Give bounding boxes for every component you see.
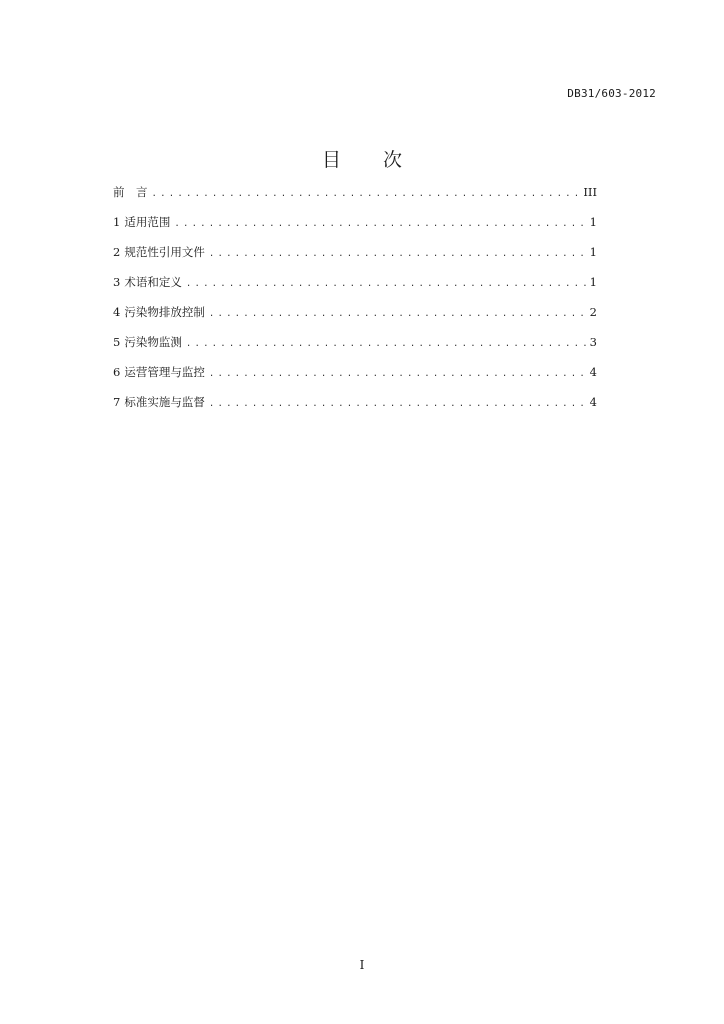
toc-entry-page: 4 [589,395,597,409]
toc-dot-leader [209,305,587,323]
toc-entry-number: 2 [113,245,121,259]
toc-entry-number: 6 [113,365,121,379]
toc-dot-leader [209,365,587,383]
toc-entry-page: III [583,185,597,199]
toc-dot-leader [186,335,587,353]
toc-entry-1[interactable] [113,213,597,231]
toc-entry-text: 污染物排放控制 [124,305,205,319]
toc-entry-label [113,273,182,291]
toc-entry-4[interactable] [113,303,597,321]
toc-entry-number: 7 [113,395,121,409]
page-number: I [359,958,365,972]
toc-entry-number: 3 [113,275,121,289]
toc-dot-leader [209,395,587,413]
document-code: DB31/603-2012 [567,87,656,100]
toc-entry-text: 术语和定义 [124,275,182,289]
toc-entry-text: 标准实施与监督 [124,395,205,409]
toc-entry-7[interactable] [113,393,597,411]
toc-entry-label [113,393,205,411]
toc-entry-page: 4 [589,365,597,379]
toc-entry-page: 3 [589,335,597,349]
toc-entry-label [113,333,182,351]
toc-entry-number: 1 [113,215,121,229]
toc-entry-text: 运营管理与监控 [124,365,205,379]
toc-entry-label [113,303,205,321]
toc-entry-2[interactable] [113,243,597,261]
toc-entry-page: 2 [589,305,597,319]
toc-entry-text: 污染物监测 [124,335,182,349]
toc-entry-page: 1 [589,215,597,229]
toc-entry-number: 4 [113,305,121,319]
table-of-contents [113,183,597,411]
toc-title: 目 次 [321,149,421,171]
toc-entry-5[interactable] [113,333,597,351]
toc-entry-label: 前 言 [113,185,148,199]
toc-entry-label [113,213,170,231]
toc-entry-label [113,363,205,381]
toc-dot-leader [186,275,587,293]
toc-entry-text: 适用范围 [124,215,171,229]
toc-entry-6[interactable] [113,363,597,381]
toc-entry-number: 5 [113,335,121,349]
toc-dot-leader [152,185,581,203]
toc-entry-text: 规范性引用文件 [124,245,205,259]
toc-entry-3[interactable] [113,273,597,291]
toc-entry-page: 1 [589,245,597,259]
toc-dot-leader [174,215,586,233]
toc-entry-label [113,243,205,261]
toc-entry-foreword[interactable] [113,183,597,201]
toc-entry-page: 1 [589,275,597,289]
toc-dot-leader [209,245,587,263]
